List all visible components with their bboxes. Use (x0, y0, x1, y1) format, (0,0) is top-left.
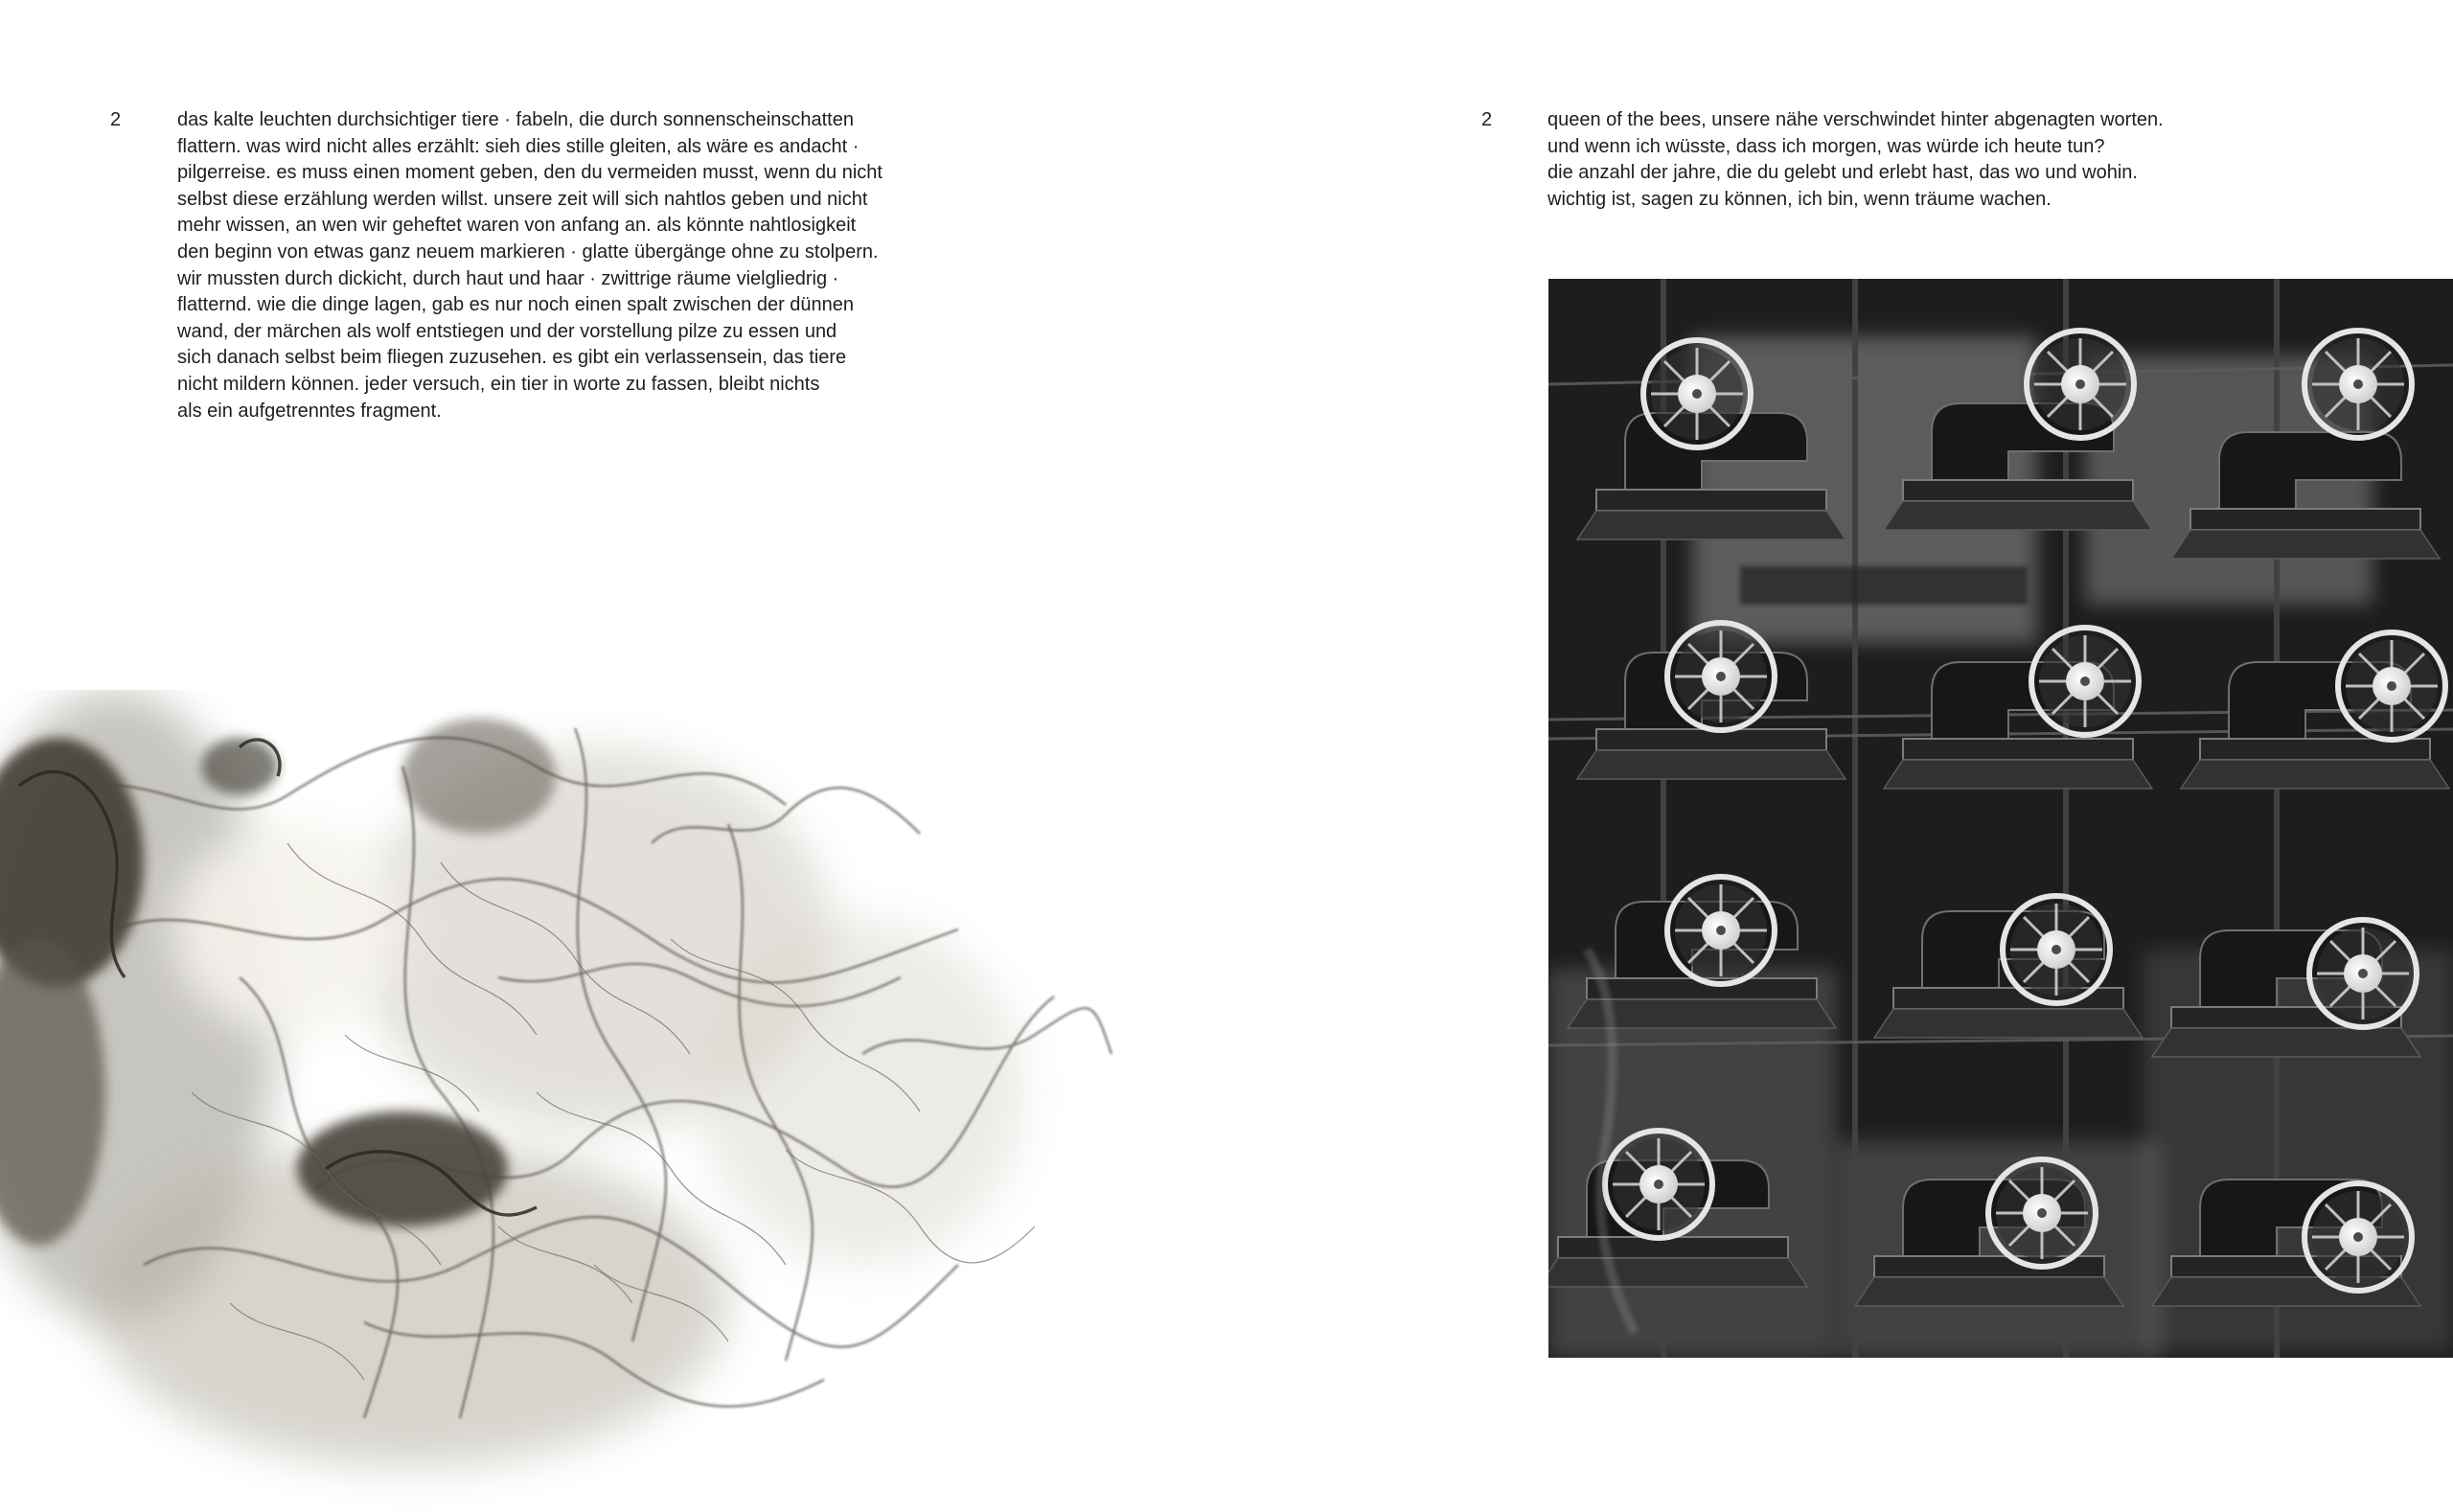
poem-line: wir mussten durch dickicht, durch haut und haar · zwittrige räume vielgliedrig · (177, 267, 839, 289)
poem-line: wichtig ist, sagen zu können, ich bin, wenn träume wachen. (1547, 188, 2052, 210)
sewing-machines-window-photo (1548, 279, 2453, 1358)
fibre-tangle-photo (0, 690, 1131, 1512)
poem-line: das kalte leuchten durchsichtiger tiere · fabeln, die durch sonnenscheinschatten (177, 109, 854, 130)
poem-line: queen of the bees, unsere nähe verschwindet hinter abgenagten worten. (1547, 109, 2164, 130)
left-page-number: 2 (110, 109, 122, 130)
right-page-number: 2 (1481, 109, 1493, 130)
poem-line: sich danach selbst beim fliegen zuzusehen. es gibt ein verlassensein, das tiere (177, 347, 847, 369)
poem-line: selbst diese erzählung werden willst. unsere zeit will sich nahtlos geben und nicht (177, 188, 868, 210)
right-poem (1547, 107, 2164, 213)
left-poem (177, 107, 883, 424)
poem-line: flattern. was wird nicht alles erzählt: sieh dies stille gleiten, als wäre es andacht · (177, 135, 860, 157)
right-page (1226, 0, 2453, 1512)
left-page (0, 0, 1226, 1512)
poem-line: pilgerreise. es muss einen moment geben, den du vermeiden musst, wenn du nicht (177, 162, 883, 184)
poem-line: die anzahl der jahre, die du gelebt und erlebt hast, das wo und wohin. (1547, 162, 2138, 184)
poem-line: mehr wissen, an wen wir geheftet waren von anfang an. als könnte nahtlosigkeit (177, 215, 857, 237)
poem-line: den beginn von etwas ganz neuem markieren · glatte übergänge ohne zu stolpern. (177, 241, 879, 263)
poem-line: und wenn ich wüsste, dass ich morgen, was würde ich heute tun? (1547, 135, 2105, 157)
sewing-machines-illustration (1548, 279, 2453, 1358)
poem-line: wand, der märchen als wolf entstiegen und der vorstellung pilze zu essen und (177, 320, 837, 342)
poem-line: flatternd. wie die dinge lagen, gab es nur noch einen spalt zwischen der dünnen (177, 294, 855, 316)
poem-line: nicht mildern können. jeder versuch, ein tier in worte zu fassen, bleibt nichts (177, 373, 820, 395)
poem-line: als ein aufgetrenntes fragment. (177, 400, 442, 422)
